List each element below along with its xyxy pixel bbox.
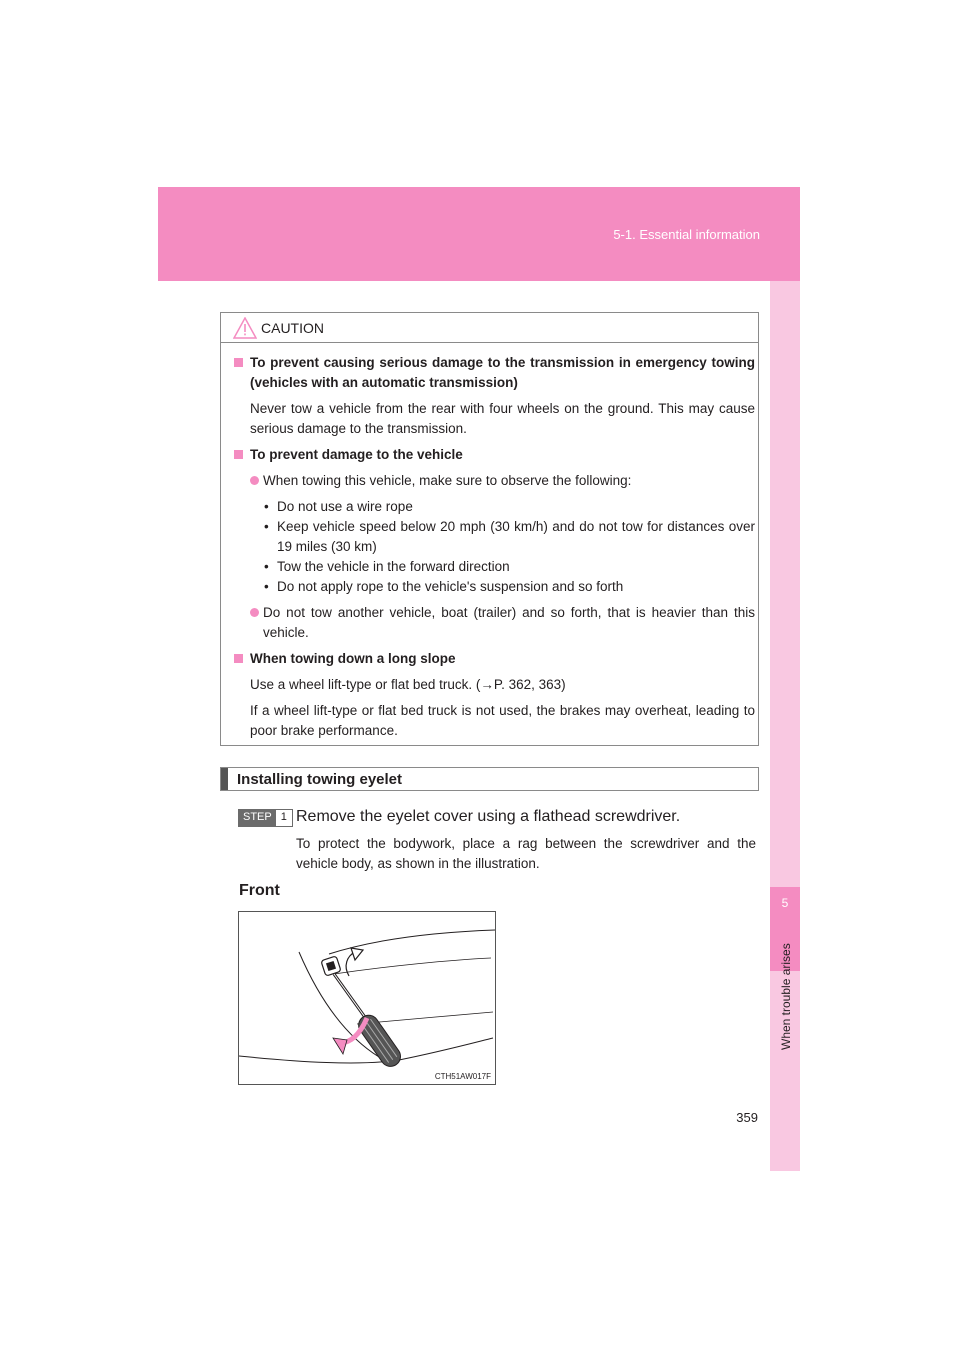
list-item-text: Do not use a wire rope — [277, 499, 413, 514]
figure-label: Front — [239, 882, 280, 899]
caution-bullet — [233, 603, 755, 643]
header-band — [158, 187, 800, 281]
figure-code: CTH51AW017F — [434, 1072, 491, 1081]
chapter-number: 5 — [781, 896, 789, 910]
step-instruction: Remove the eyelet cover using a flathead screwdriver. — [296, 808, 681, 825]
warning-triangle-icon — [233, 317, 257, 339]
bullet-text: When towing this vehicle, make sure to observe the following: — [263, 473, 632, 488]
caution-bullet — [233, 471, 755, 491]
step-number: 1 — [276, 810, 292, 826]
caution-heading — [233, 445, 755, 465]
section-accent — [221, 768, 228, 790]
step-note: To protect the bodywork, place a rag between the screwdriver and the vehicle body, as shown in the illustration. — [296, 836, 756, 871]
step-label: STEP — [239, 810, 276, 826]
section-title: Installing towing eyelet — [237, 771, 403, 788]
square-bullet-icon — [234, 654, 243, 663]
caution-header — [221, 313, 758, 343]
list-item: • Keep vehicle speed below 20 mph (30 km/h) and do not tow for distances over 19 miles (30 km) — [264, 519, 755, 554]
caution-heading — [233, 353, 755, 393]
circle-bullet-icon — [250, 608, 259, 617]
page-number: 359 — [736, 1110, 758, 1125]
list-item: • Do not apply rope to the vehicle's suspension and so forth — [264, 579, 624, 594]
caution-title: CAUTION — [261, 320, 324, 336]
list-item-text: Tow the vehicle in the forward direction — [277, 559, 510, 574]
list-item: • Tow the vehicle in the forward direction — [264, 559, 510, 574]
chapter-label: When trouble arises — [779, 943, 793, 1050]
circle-bullet-icon — [250, 476, 259, 485]
screwdriver-illustration — [239, 912, 495, 1084]
caution-heading — [233, 649, 755, 669]
bullet-text: Do not tow another vehicle, boat (trailer) and so forth, that is heavier than this vehicle. — [263, 605, 755, 640]
sub-list — [233, 497, 755, 597]
list-item-text: Keep vehicle speed below 20 mph (30 km/h) and do not tow for distances over 19 miles (30 km) — [277, 519, 755, 554]
step-badge — [238, 809, 293, 827]
list-item-text: Do not apply rope to the vehicle's suspension and so forth — [277, 579, 624, 594]
caution-box — [220, 312, 759, 746]
section-heading-bar — [220, 767, 759, 791]
caution-body — [233, 353, 755, 741]
caution-paragraph: If a wheel lift-type or flat bed truck is not used, the brakes may overheat, leading to poor brake performance. — [250, 703, 755, 738]
heading-text: When towing down a long slope — [250, 651, 456, 666]
square-bullet-icon — [234, 358, 243, 367]
heading-text: To prevent damage to the vehicle — [250, 447, 463, 462]
list-item: • Do not use a wire rope — [264, 499, 413, 514]
caution-paragraph: Never tow a vehicle from the rear with four wheels on the ground. This may cause serious damage to the transmission. — [250, 401, 755, 436]
heading-text: To prevent causing serious damage to the transmission in emergency towing (vehicles with an automatic transmission) — [250, 355, 755, 390]
square-bullet-icon — [234, 450, 243, 459]
caution-paragraph: Use a wheel lift-type or flat bed truck. (→P. 362, 363) — [250, 677, 566, 692]
illustration — [238, 911, 496, 1085]
section-header: 5-1. Essential information — [613, 227, 760, 242]
